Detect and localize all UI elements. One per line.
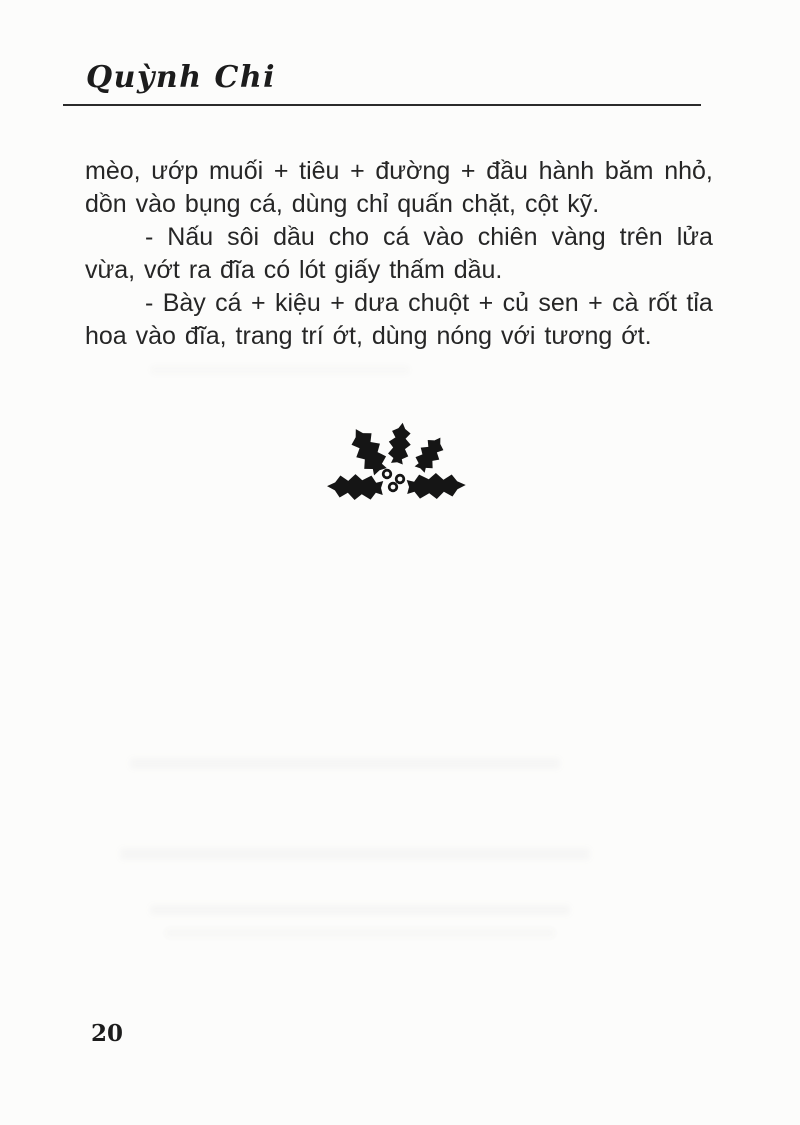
scan-artifact	[150, 905, 570, 915]
page-number: 20	[91, 1020, 124, 1047]
author-name: Quỳnh Chi	[86, 60, 277, 95]
holly-leaf-top-center	[386, 421, 414, 465]
holly-berry	[395, 474, 405, 484]
paragraph-3-line-1: - Bày cá + kiệu + dưa chuột + củ sen + cà rốt tỉa	[145, 289, 713, 317]
scan-artifact	[165, 928, 555, 938]
paragraph-1-line-1: mèo, ướp muối + tiêu + đường + đầu hành băm nhỏ,	[85, 157, 713, 185]
holly-ornament-icon	[322, 419, 470, 507]
holly-berry	[388, 482, 398, 492]
recipe-text-block	[85, 155, 713, 353]
scan-artifact	[120, 848, 590, 860]
holly-leaf-upper-right	[410, 432, 449, 476]
paragraph-3-line-2: hoa vào đĩa, trang trí ớt, dùng nóng với tương ớt.	[85, 322, 652, 350]
scan-artifact	[150, 365, 410, 375]
paragraph-2-line-1: - Nấu sôi dầu cho cá vào chiên vàng trên lửa	[145, 223, 713, 251]
scan-artifact	[130, 758, 560, 769]
holly-leaf-bottom-right	[406, 472, 466, 500]
paragraph-1-line-2: dồn vào bụng cá, dùng chỉ quấn chặt, cột kỹ.	[85, 190, 600, 218]
holly-berry	[382, 469, 392, 479]
holly-leaf-bottom-left	[327, 473, 384, 501]
paragraph-2-line-2: vừa, vớt ra đĩa có lót giấy thấm dầu.	[85, 256, 503, 284]
header-rule	[63, 104, 701, 106]
